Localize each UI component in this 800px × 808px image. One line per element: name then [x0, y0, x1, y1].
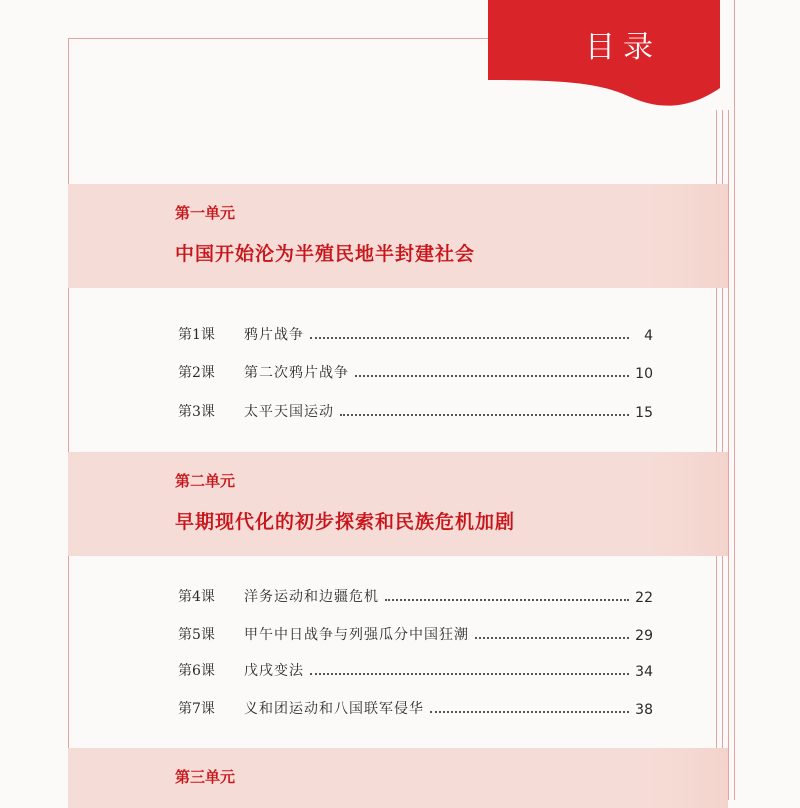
- unit-1: [68, 184, 728, 288]
- dot-leader: [385, 599, 629, 601]
- lesson-row[interactable]: [178, 582, 653, 606]
- dot-leader: [310, 337, 629, 339]
- dot-leader: [355, 375, 629, 377]
- lesson-name: 鸦片战争: [244, 327, 304, 343]
- lesson-number: 第1课: [178, 327, 215, 343]
- lesson-number: 第4课: [178, 589, 215, 605]
- page-number: 4: [644, 328, 653, 344]
- page-title: 目录: [585, 30, 661, 65]
- lesson-name: 戊戌变法: [244, 663, 304, 679]
- unit-3: [68, 748, 728, 800]
- dot-leader: [430, 711, 629, 713]
- lesson-row[interactable]: [178, 620, 653, 644]
- unit-label: 第三单元: [175, 768, 236, 786]
- page-number: 10: [635, 366, 653, 382]
- unit-title[interactable]: 早期现代化的初步探索和民族危机加剧: [175, 511, 516, 533]
- lesson-number: 第3课: [178, 404, 215, 420]
- page-number: 38: [635, 702, 653, 718]
- lesson-name: 洋务运动和边疆危机: [244, 589, 379, 605]
- dot-leader: [340, 414, 629, 416]
- lesson-row[interactable]: [178, 656, 653, 680]
- lesson-number: 第2课: [178, 365, 215, 381]
- unit-title[interactable]: 中国开始沦为半殖民地半封建社会: [175, 243, 476, 265]
- lesson-number: 第7课: [178, 701, 215, 717]
- lesson-name: 太平天国运动: [244, 404, 334, 420]
- page-number: 29: [635, 628, 653, 644]
- lesson-row[interactable]: [178, 358, 653, 382]
- lesson-name: 第二次鸦片战争: [244, 365, 349, 381]
- lesson-row[interactable]: [178, 320, 653, 344]
- page-number: 22: [635, 590, 653, 606]
- lesson-row[interactable]: [178, 694, 653, 718]
- dot-leader: [475, 637, 629, 639]
- unit-2: [68, 452, 728, 556]
- lesson-row[interactable]: [178, 397, 653, 421]
- lesson-number: 第5课: [178, 627, 215, 643]
- unit-label: 第二单元: [175, 472, 236, 490]
- lesson-number: 第6课: [178, 663, 215, 679]
- page-number: 15: [635, 405, 653, 421]
- lesson-name: 甲午中日战争与列强瓜分中国狂潮: [244, 627, 469, 643]
- dot-leader: [310, 673, 629, 675]
- page-number: 34: [635, 664, 653, 680]
- unit-label: 第一单元: [175, 204, 236, 222]
- lesson-name: 义和团运动和八国联军侵华: [244, 701, 424, 717]
